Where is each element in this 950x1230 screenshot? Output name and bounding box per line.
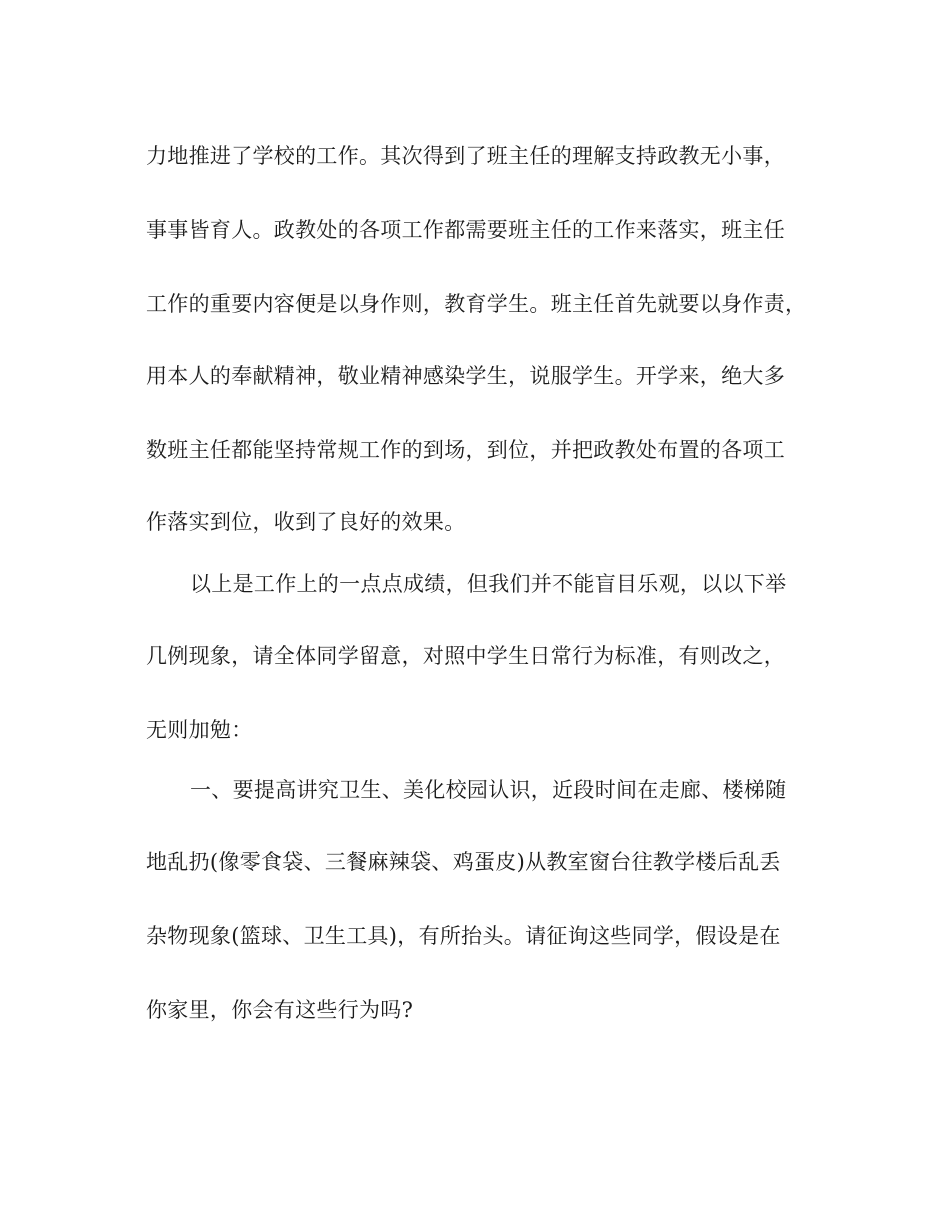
paragraph-line: 几例现象，请全体同学留意，对照中学生日常行为标准，有则改之，	[146, 644, 785, 668]
paragraph-line: 作落实到位，收到了良好的效果。	[146, 510, 466, 534]
paragraph-line: 力地推进了学校的工作。其次得到了班主任的理解支持政教无小事，	[146, 144, 785, 168]
paragraph-line: 以上是工作上的一点点成绩，但我们并不能盲目乐观，以以下举	[190, 572, 787, 596]
paragraph-line: 用本人的奉献精神，敬业精神感染学生，说服学生。开学来，绝大多	[146, 364, 785, 388]
paragraph-line: 你家里，你会有这些行为吗?	[146, 998, 414, 1022]
paragraph-line: 地乱扔(像零食袋、三餐麻辣袋、鸡蛋皮)从教室窗台往教学楼后乱丢	[146, 850, 781, 874]
paragraph-line: 一、要提高讲究卫生、美化校园认识，近段时间在走廊、楼梯随	[190, 778, 787, 802]
paragraph-line: 杂物现象(篮球、卫生工具)，有所抬头。请征询这些同学，假设是在	[146, 924, 781, 948]
paragraph-line: 事事皆育人。政教处的各项工作都需要班主任的工作来落实，班主任	[146, 218, 785, 242]
paragraph-line: 数班主任都能坚持常规工作的到场，到位，并把政教处布置的各项工	[146, 438, 785, 462]
paragraph-line: 工作的重要内容便是以身作则，教育学生。班主任首先就要以身作责，	[146, 292, 807, 316]
paragraph-line: 无则加勉：	[146, 718, 253, 742]
